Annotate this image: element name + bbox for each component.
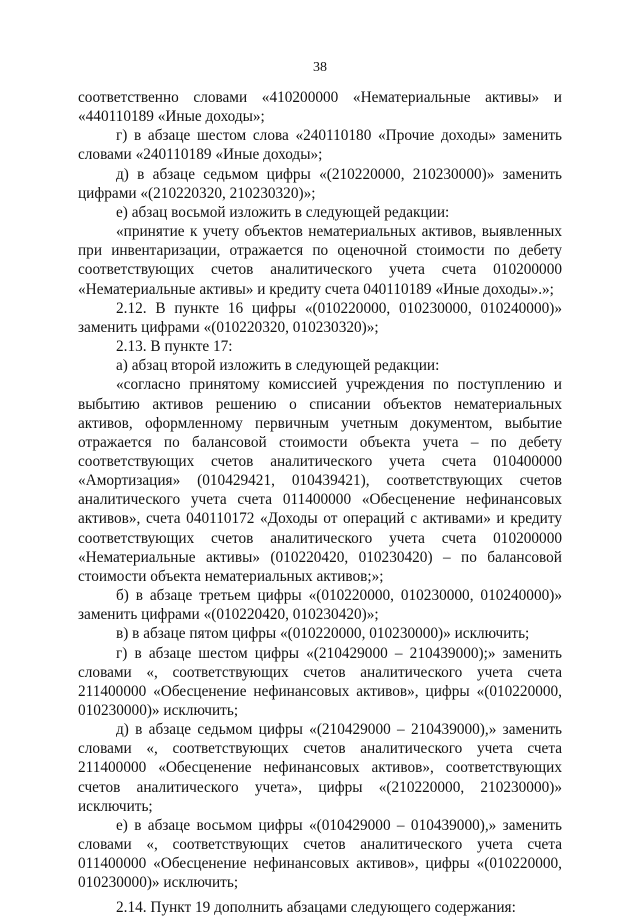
paragraph: «согласно принятому комиссией учреждения по поступлению и выбытию активов решению о списании объектов нематериальных активов, оформленному первичным учетным документом, выбытие отражается по балансовой стоимости объекта учета – по дебету соответствующих счетов аналитического учета счета 010400000 «Амортизация» (010429421, 010439421), соответствующих счетов аналитического учета счета 011400000 «Обесценение нефинансовых активов», счета 040110172 «Доходы от операций с активами» и кредиту соответствующих счетов аналитического учета счета 010200000 «Нематериальные активы» (010220420, 010230420) – по балансовой стоимости объекта нематериальных активов;»; bbox=[78, 376, 562, 585]
paragraph: д) в абзаце седьмом цифры «(210429000 – 210439000),» заменить словами «, соответствующих счетов аналитического учета счета 211400000 «Обесценение нефинансовых активов», соответствующих счетов аналитического учета», цифры «(210220000, 210230000)» исключить; bbox=[78, 721, 562, 815]
paragraph: «принятие к учету объектов нематериальных активов, выявленных при инвентаризации, отражается по оценочной стоимости по дебету соответствующих счетов аналитического учета счета 010200000 «Нематериальные активы» и кредиту счета 040110189 «Иные доходы».»; bbox=[78, 223, 562, 298]
paragraph: 2.13. В пункте 17: bbox=[116, 338, 233, 356]
paragraph: а) абзац второй изложить в следующей редакции: bbox=[116, 357, 440, 375]
paragraph: соответственно словами «410200000 «Нематериальные активы» и «440110189 «Иные доходы»; bbox=[78, 89, 562, 126]
paragraph: б) в абзаце третьем цифры «(010220000, 010230000, 010240000)» заменить цифрами «(010220420, 010230420)»; bbox=[78, 587, 562, 624]
document-body bbox=[78, 88, 562, 917]
paragraph: е) в абзаце восьмом цифры «(010429000 – 010439000),» заменить словами «, соответствующих счетов аналитического учета счета 011400000 «Обесценение нефинансовых активов», цифры «(010220000, 010230000)» исключить; bbox=[78, 816, 562, 892]
paragraph: д) в абзаце седьмом цифры «(210220000, 210230000)» заменить цифрами «(210220320, 210230320)»; bbox=[78, 165, 562, 202]
paragraph: г) в абзаце шестом слова «240110180 «Прочие доходы» заменить словами «240110189 «Иные доходы»; bbox=[78, 127, 562, 164]
paragraph: в) в абзаце пятом цифры «(010220000, 010230000)» исключить; bbox=[116, 625, 530, 643]
paragraph: 2.12. В пункте 16 цифры «(010220000, 010230000, 010240000)» заменить цифрами «(010220320, 010230320)»; bbox=[78, 299, 562, 336]
paragraph: 2.14. Пункт 19 дополнить абзацами следующего содержания: bbox=[116, 898, 516, 916]
paragraph: г) в абзаце шестом цифры «(210429000 – 210439000);» заменить словами «, соответствующих счетов аналитического учета счета 211400000 «Обесценение нефинансовых активов», цифры «(010220000, 010230000)» исключить; bbox=[78, 644, 562, 719]
paragraph: е) абзац восьмой изложить в следующей редакции: bbox=[116, 203, 450, 221]
page-number: 38 bbox=[313, 60, 327, 75]
